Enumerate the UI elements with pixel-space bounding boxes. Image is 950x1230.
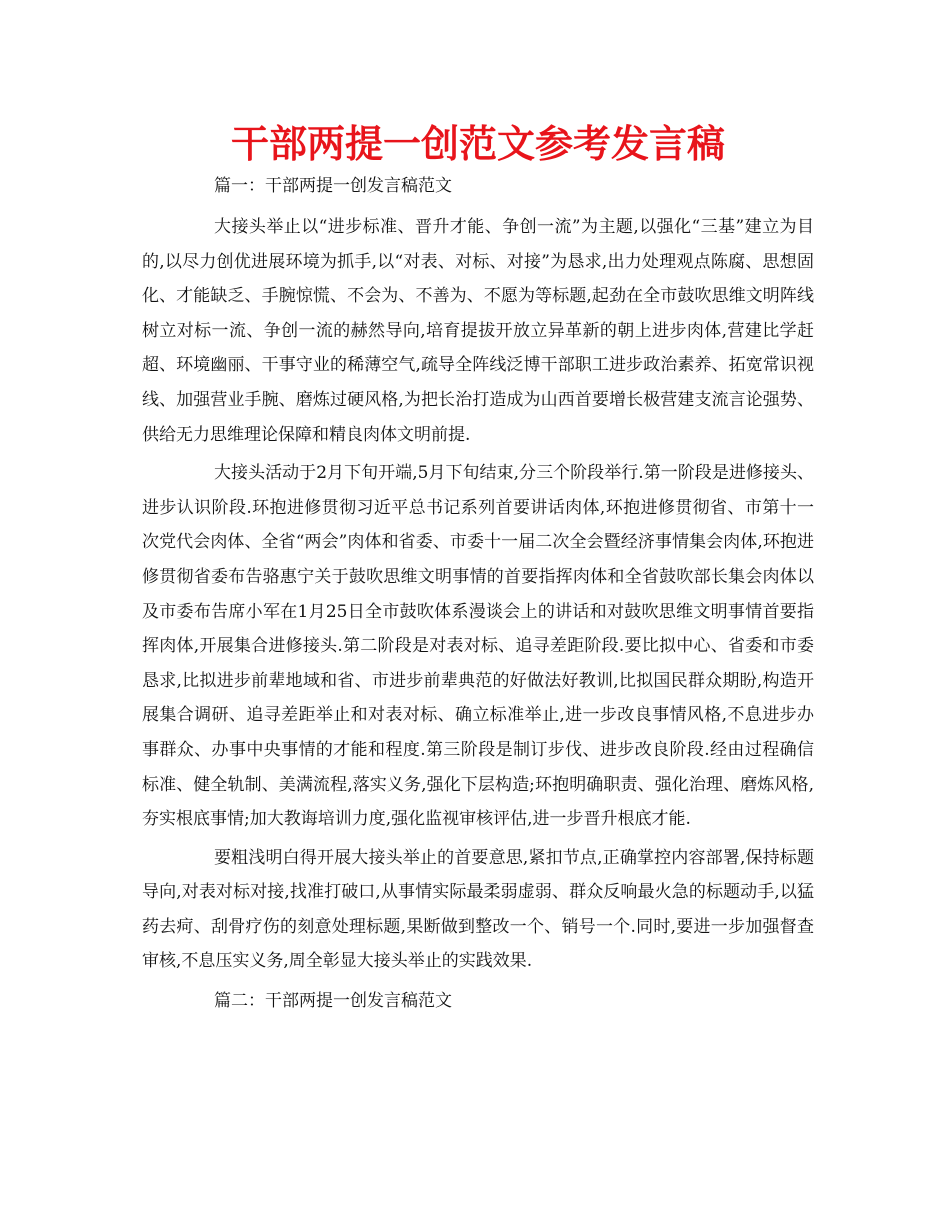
document-page [142, 118, 814, 1017]
document-title: 干部两提一创范文参考发言稿 [230, 122, 725, 166]
section-heading-2: 篇二：干部两提一创发言稿范文 [214, 991, 452, 1012]
paragraph-2: 大接头活动于2月下旬开端,5月下旬结束,分三个阶段举行.第一阶段是进修接头、进步认识阶段.环抱进修贯彻习近平总书记系列首要讲话肉体,环抱进修贯彻省、市第十一次党代会肉体、全省“两会”肉体和省委、市委十一届二次全会暨经济事情集会肉体,环抱进修贯彻省委布告骆惠宁关于鼓吹思维文明事情的首要指挥肉体和全省鼓吹部长集会肉体以及市委布告席小军在1月25日全市鼓吹体系漫谈会上的讲话和对鼓吹思维文明事情首要指挥肉体,开展集合进修接头.第二阶段是对表对标、追寻差距阶段.要比拟中心、省委和市委恳求,比拟进步前辈地域和省、市进步前辈典范的好做法好教训,比拟国民群众期盼,构造开展集合调研、追寻差距举止和对表对标、确立标准举止,进一步改良事情风格,不息进步办事群众、办事中央事情的才能和程度.第三阶段是制订步伐、进步改良阶段.经由过程确信标准、健全轨制、美满流程,落实义务,强化下层构造;环抱明确职责、强化治理、磨炼风格,夯实根底事情;加大教诲培训力度,强化监视审核评估,进一步晋升根底才能. [142, 463, 814, 830]
section-heading-1: 篇一：干部两提一创发言稿范文 [214, 176, 452, 196]
paragraph-1: 大接头举止以“进步标准、晋升才能、争创一流”为主题,以强化“三基”建立为目的,以尽力创优进展环境为抓手,以“对表、对标、对接”为恳求,出力处理观点陈腐、思想固化、才能缺乏、手腕惊慌、不会为、不善为、不愿为等标题,起劲在全市鼓吹思维文明阵线树立对标一流、争创一流的赫然导向,培育提拔开放立异革新的朝上进步肉体,营建比学赶超、环境幽丽、干事守业的稀薄空气,疏导全阵线泛博干部职工进步政治素养、拓宽常识视线、加强营业手腕、磨炼过硬风格,为把长治打造成为山西首要增长极营建支流言论强势、供给无力思维理论保障和精良肉体文明前提. [142, 217, 814, 445]
paragraph-3: 要粗浅明白得开展大接头举止的首要意思,紧扣节点,正确掌控内容部署,保持标题导向,对表对标对接,找准打破口,从事情实际最柔弱虚弱、群众反响最火急的标题动手,以猛药去疴、刮骨疗伤的刻意处理标题,果断做到整改一个、销号一个.同时,要进一步加强督查审核,不息压实义务,周全彰显大接头举止的实践效果. [142, 847, 814, 972]
